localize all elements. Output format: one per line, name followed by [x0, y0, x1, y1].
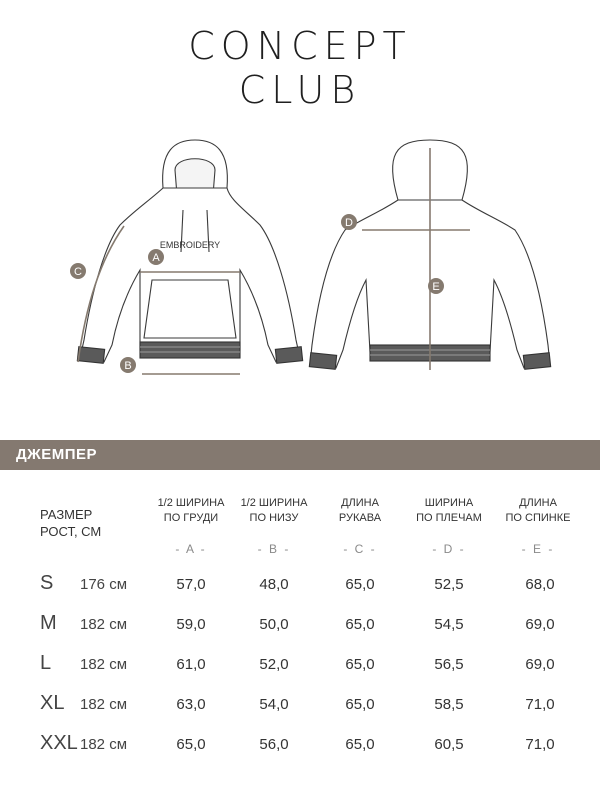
size-label: S — [40, 572, 54, 594]
table-row-xl — [0, 692, 600, 726]
value-a: 59,0 — [176, 616, 206, 633]
embroidery-label: EMBROIDERY — [159, 240, 221, 250]
value-d: 58,5 — [434, 696, 464, 713]
hoodie-measurement-diagram — [0, 130, 600, 390]
svg-text:C: C — [74, 266, 82, 278]
svg-text:A: A — [152, 252, 160, 264]
marker-a — [148, 249, 164, 265]
marker-d — [341, 214, 357, 230]
marker-b — [120, 357, 136, 373]
column-header-line2: РУКАВА — [338, 512, 382, 524]
section-title: ДЖЕМПЕР — [16, 446, 98, 463]
value-b: 52,0 — [259, 656, 289, 673]
table-row-s — [0, 572, 600, 606]
size-label: XL — [40, 692, 65, 714]
value-b: 54,0 — [259, 696, 289, 713]
column-header-line2: ПО СПИНКЕ — [505, 512, 571, 524]
column-header-line1: ДЛИНА — [519, 497, 557, 509]
column-header-line2: ПО НИЗУ — [249, 512, 299, 524]
size-header-label: РАЗМЕР — [40, 507, 93, 522]
value-e: 71,0 — [525, 736, 555, 753]
height-value: 182 см — [80, 736, 128, 753]
height-value: 182 см — [80, 656, 128, 673]
column-header-line1: 1/2 ШИРИНА — [157, 497, 225, 509]
value-d: 56,5 — [434, 656, 464, 673]
svg-text:E: E — [432, 281, 440, 293]
column-letter-c: - C - — [343, 542, 377, 556]
table-row-m — [0, 612, 600, 646]
column-letter-a: - A - — [175, 542, 207, 556]
column-letter-e: - E - — [521, 542, 555, 556]
column-header-line2: ПО ПЛЕЧАМ — [416, 512, 482, 524]
value-e: 69,0 — [525, 616, 555, 633]
height-value: 182 см — [80, 616, 128, 633]
table-row-l — [0, 652, 600, 686]
value-e: 71,0 — [525, 696, 555, 713]
value-a: 61,0 — [176, 656, 206, 673]
size-label: XXL — [40, 732, 78, 754]
size-label: M — [40, 612, 57, 634]
height-header-label: РОСТ, СМ — [40, 524, 102, 539]
marker-c — [70, 263, 86, 279]
column-header-shoulders — [399, 496, 499, 526]
size-height-header — [40, 506, 101, 540]
value-e: 69,0 — [525, 656, 555, 673]
size-label: L — [40, 652, 52, 674]
value-c: 65,0 — [345, 736, 375, 753]
value-c: 65,0 — [345, 696, 375, 713]
value-b: 56,0 — [259, 736, 289, 753]
column-header-sleeve — [310, 496, 410, 526]
value-b: 50,0 — [259, 616, 289, 633]
value-a: 65,0 — [176, 736, 206, 753]
value-e: 68,0 — [525, 576, 555, 593]
brand-logo-line2: CLUB — [238, 68, 362, 112]
column-letter-b: - B - — [257, 542, 291, 556]
column-header-hem — [224, 496, 324, 526]
height-value: 182 см — [80, 696, 128, 713]
table-row-xxl — [0, 732, 600, 766]
svg-text:D: D — [345, 217, 353, 229]
value-d: 60,5 — [434, 736, 464, 753]
value-c: 65,0 — [345, 656, 375, 673]
value-d: 52,5 — [434, 576, 464, 593]
column-header-line1: ДЛИНА — [341, 497, 379, 509]
marker-e — [428, 278, 444, 294]
value-d: 54,5 — [434, 616, 464, 633]
value-c: 65,0 — [345, 576, 375, 593]
column-header-back-length — [488, 496, 588, 526]
column-header-line2: ПО ГРУДИ — [163, 512, 219, 524]
brand-logo-line1: CONCEPT — [188, 24, 412, 68]
value-a: 57,0 — [176, 576, 206, 593]
column-header-line1: ШИРИНА — [424, 497, 474, 509]
value-a: 63,0 — [176, 696, 206, 713]
column-header-line1: 1/2 ШИРИНА — [240, 497, 308, 509]
column-letter-d: - D - — [432, 542, 466, 556]
value-c: 65,0 — [345, 616, 375, 633]
hoodie-front-sketch — [77, 140, 302, 363]
value-b: 48,0 — [259, 576, 289, 593]
svg-text:B: B — [124, 360, 132, 372]
section-header-band — [0, 440, 600, 470]
height-value: 176 см — [80, 576, 128, 593]
